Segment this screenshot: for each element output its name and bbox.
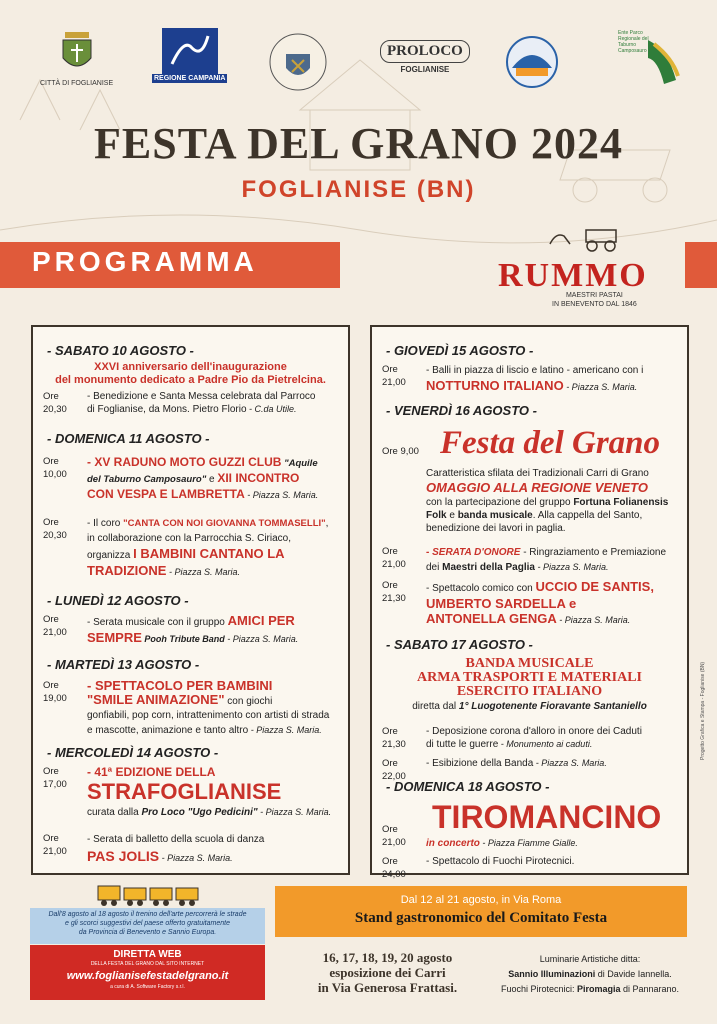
proloco-sub: FOGLIANISE <box>400 65 450 74</box>
print-credit: Progetto Grafica e Stampa - Foglianise (BN) <box>700 661 706 760</box>
provincia-seal-icon <box>268 32 328 92</box>
right-program-column <box>370 325 689 880</box>
event-item: Ore 20,30 - Il coro "CANTA CON NOI GIOVANNA TOMMASELLI", in collaborazione con la Parrocchia S. Ciriaco, organizza I BAMBINI CANTANO LA TRADIZIONE - Piazza S. Maria. <box>43 517 329 578</box>
festival-title: FESTA DEL GRANO 2024 <box>94 119 623 168</box>
diretta-label: DIRETTA WEB <box>113 949 182 960</box>
proloco-logo <box>380 40 470 74</box>
carri-exhibition: 16, 17, 18, 19, 20 agosto esposizione dei Carri in Via Generosa Frattasi. <box>317 950 458 995</box>
event-item: Ore 24,00 - Spettacolo di Fuochi Pirotecnici. <box>382 856 575 880</box>
event-item: Ore 21,00 - SERATA D'ONORE - Ringraziamento e Premiazione dei Maestri della Paglia - Piazza S. Maria. <box>382 546 667 573</box>
stand-title: Stand gastronomico del Comitato Festa <box>354 910 608 926</box>
day-heading: - VENERDÌ 16 AGOSTO - <box>386 403 537 418</box>
ente-parco-label: Ente Parco Regionale del Taburno Camposauro <box>618 30 649 54</box>
rummo-logo: RUMMO <box>498 257 648 294</box>
day-heading: - MERCOLEDÌ 14 AGOSTO - <box>47 745 219 760</box>
event-item: Ore 9,00 Festa del Grano Caratteristica sfilata dei Tradizionali Carri di Grano OMAGGIO ALLA REGIONE VENETO con la partecipazione del gruppo Fortuna Folianensis Folk e banda musicale. Alla cappella del Santo, benedizione dei lavori in paglia. <box>382 425 669 534</box>
event-item: Ore 19,00 - SPETTACOLO PER BAMBINI "SMILE ANIMAZIONE" con giochi gonfiabili, pop corn, intrattenimento con artisti di strada e mascotte, animazione e tanto altro - Piazza S. Maria. <box>43 678 330 736</box>
stand-box <box>275 886 687 937</box>
day-heading: - SABATO 10 AGOSTO - <box>47 343 194 358</box>
event-item: Ore 21,00 - Serata di balletto della scuola di danza PAS JOLIS - Piazza S. Maria. <box>43 833 265 864</box>
festival-subtitle: FOGLIANISE (BN) <box>241 176 476 203</box>
event-item: Ore 21,30 - Deposizione corona d'alloro in onore dei Caduti di tutte le guerre - Monumento ai caduti. <box>382 726 642 750</box>
train-icon <box>96 882 204 908</box>
stand-dates: Dal 12 al 21 agosto, in Via Roma <box>400 894 562 906</box>
event-item: Ore 20,30 - Benedizione e Santa Messa celebrata dal Parroco di Foglianise, da Mons. Pietro Florio - C.da Utile. <box>43 391 316 415</box>
event-item: Ore 21,00 - Serata musicale con il gruppo AMICI PER SEMPRE Pooh Tribute Band - Piazza S. Maria. <box>43 613 299 645</box>
day-heading: - MARTEDÌ 13 AGOSTO - <box>47 657 200 672</box>
regione-campania-logo <box>152 28 227 83</box>
event-item: Ore 10,00 - XV RADUNO MOTO GUZZI CLUB "Aquile del Taburno Camposauro" e XII INCONTRO CON VESPA E LAMBRETTA - Piazza S. Maria. <box>43 455 319 501</box>
left-program-column <box>31 325 350 875</box>
coat-of-arms-icon <box>59 28 95 76</box>
day-heading: - GIOVEDÌ 15 AGOSTO - <box>386 343 534 358</box>
provincia-logo <box>268 32 328 92</box>
campania-label: REGIONE CAMPANIA <box>154 75 226 82</box>
proloco-title: PROLOCO <box>380 40 470 63</box>
day-heading: - DOMENICA 18 AGOSTO - <box>386 779 550 794</box>
credits-info: Luminarie Artistiche ditta: Sannio Illuminazioni di Davide Iannella. Fuochi Pirotecnici: Piromagia di Pannarano. <box>500 954 680 994</box>
ente-parco-logo <box>618 30 684 86</box>
horse-cart-icon <box>546 222 666 254</box>
day-heading: - DOMENICA 11 AGOSTO - <box>47 431 210 446</box>
padre-pio-highlight: XXVI anniversario dell'inaugurazione del monumento dedicato a Padre Pio da Pietrelcina. <box>55 361 326 386</box>
sagra-seal-icon <box>502 36 562 88</box>
day-heading: - LUNEDÌ 12 AGOSTO - <box>47 593 189 608</box>
foglianise-logo <box>40 28 113 87</box>
event-item: Ore 17,00 - 41ª EDIZIONE DELLA STRAFOGLIANISE curata dalla Pro Loco "Ugo Pedicini" - Piazza S. Maria. <box>43 765 332 818</box>
event-item: Ore 21,00 TIROMANCINO in concerto - Piazza Fiamme Gialle. <box>382 799 662 849</box>
diretta-web-box: DIRETTA WEB DELLA FESTA DEL GRANO DAL SITO INTERNET www.foglianisefestadelgrano.it a cura di A. Software Factory s.r.l. <box>30 945 265 1000</box>
foglianise-label: CITTÀ DI FOGLIANISE <box>40 80 114 87</box>
event-item: Ore 22,00 - Esibizione della Banda - Piazza S. Maria. <box>382 758 607 782</box>
programma-label: PROGRAMMA <box>32 246 258 277</box>
campania-icon <box>162 28 218 74</box>
event-item: Ore 21,30 - Spettacolo comico con UCCIO DE SANTIS, UMBERTO SARDELLA e ANTONELLA GENGA - Piazza S. Maria. <box>382 579 654 626</box>
website-link[interactable]: www.foglianisefestadelgrano.it <box>66 970 229 982</box>
banda-musicale-highlight: BANDA MUSICALE ARMA TRASPORTI E MATERIALI ESERCITO ITALIANO <box>417 656 642 699</box>
trenino-info: Dall'8 agosto al 18 agosto il trenino dell'arte percorrerà le strade e gli scorci suggestivi del paese offerto gratuitamente da Provincia di Benevento e Sannio Europa. <box>30 908 265 944</box>
rummo-subtitle: MAESTRI PASTAI IN BENEVENTO DAL 1846 <box>552 292 637 308</box>
grand-sagra-logo <box>502 36 562 88</box>
banda-director: diretta dal 1° Luogotenente Fioravante Santaniello <box>412 701 647 712</box>
programma-band-right <box>685 242 717 288</box>
day-heading: - SABATO 17 AGOSTO - <box>386 637 533 652</box>
event-item: Ore 21,00 - Balli in piazza di liscio e latino - americano con i NOTTURNO ITALIANO - Piazza S. Maria. <box>382 364 644 393</box>
